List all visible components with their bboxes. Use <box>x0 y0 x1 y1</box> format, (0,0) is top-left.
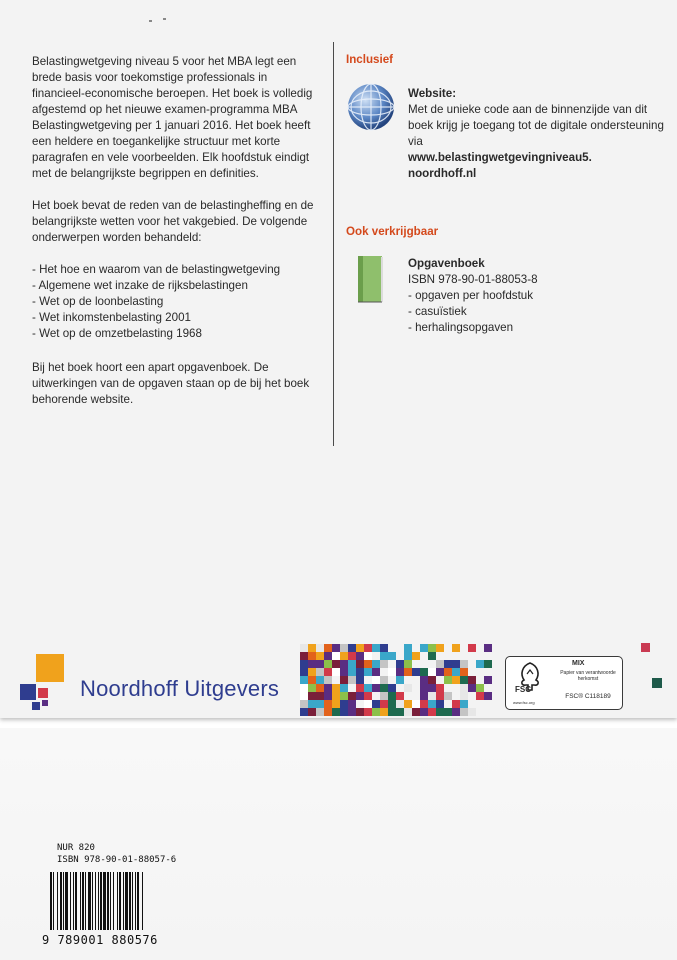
mosaic-tile <box>300 708 308 716</box>
mosaic-tile <box>444 692 452 700</box>
mosaic-tile <box>452 708 460 716</box>
barcode-bar <box>53 872 54 930</box>
barcode-bar <box>80 872 81 930</box>
info-column <box>346 52 666 334</box>
mosaic-tile <box>428 676 436 684</box>
barcode-bar <box>135 872 136 930</box>
topic-item: - Wet inkomstenbelasting 2001 <box>32 311 191 324</box>
mosaic-tile <box>348 644 356 652</box>
mosaic-tile <box>340 660 348 668</box>
mosaic-tile <box>428 668 436 676</box>
mosaic-tile <box>460 684 468 692</box>
book-icon <box>354 254 384 304</box>
mosaic-tile <box>332 684 340 692</box>
mosaic-tile <box>380 660 388 668</box>
mosaic-tile <box>300 676 308 684</box>
mosaic-tile <box>372 700 380 708</box>
mosaic-tile <box>324 708 332 716</box>
mosaic-tile <box>380 652 388 660</box>
mosaic-tile <box>316 676 324 684</box>
barcode-bar <box>50 872 52 930</box>
mosaic-tile <box>332 660 340 668</box>
mosaic-tile <box>380 692 388 700</box>
mosaic-tile <box>404 668 412 676</box>
mosaic-tile <box>324 652 332 660</box>
barcode-bar <box>75 872 77 930</box>
mosaic-tile <box>332 700 340 708</box>
mosaic-tile <box>380 708 388 716</box>
barcode-bar <box>92 872 93 930</box>
mosaic-tile <box>460 660 468 668</box>
barcode-bar <box>88 872 91 930</box>
mosaic-tile <box>372 660 380 668</box>
mosaic-tile <box>364 652 372 660</box>
barcode-bar <box>103 872 106 930</box>
mosaic-tile <box>308 652 316 660</box>
mosaic-tile <box>300 660 308 668</box>
barcode-icon <box>50 872 178 938</box>
print-mark <box>149 18 171 24</box>
mosaic-tile <box>364 684 372 692</box>
mosaic-tile <box>356 708 364 716</box>
mosaic-tile <box>452 644 460 652</box>
decor-square <box>641 643 650 652</box>
mosaic-tile <box>444 668 452 676</box>
mosaic-tile <box>308 700 316 708</box>
mosaic-tile <box>380 644 388 652</box>
mosaic-tile <box>356 676 364 684</box>
topic-item: - Algemene wet inzake de rijksbelastingen <box>32 279 248 292</box>
mosaic-tile <box>364 700 372 708</box>
mosaic-tile <box>364 668 372 676</box>
mosaic-tile <box>476 684 484 692</box>
opgavenboek-item: - casuïstiek <box>408 305 467 318</box>
mosaic-tile <box>300 684 308 692</box>
barcode-bar <box>85 872 86 930</box>
mosaic-tile <box>436 668 444 676</box>
mosaic-tile <box>316 660 324 668</box>
topics-list <box>32 262 322 342</box>
barcode-bar <box>119 872 121 930</box>
topic-item: - Wet op de loonbelasting <box>32 295 164 308</box>
barcode-bar <box>60 872 62 930</box>
opgavenboek-block <box>408 256 658 336</box>
mosaic-tile <box>364 708 372 716</box>
column-divider <box>333 42 334 446</box>
mosaic-tile <box>444 676 452 684</box>
mosaic-tile <box>300 652 308 660</box>
mosaic-tile <box>372 676 380 684</box>
mosaic-tile <box>380 676 388 684</box>
globe-icon <box>346 82 396 132</box>
inclusief-heading: Inclusief <box>346 53 394 66</box>
barcode-bar <box>125 872 128 930</box>
mosaic-tile <box>444 708 452 716</box>
decor-square <box>652 678 662 688</box>
mosaic-tile <box>452 676 460 684</box>
mosaic-tile <box>300 668 308 676</box>
mosaic-tile <box>436 708 444 716</box>
mosaic-tile <box>468 708 476 716</box>
barcode-bar <box>57 872 58 930</box>
mosaic-tile <box>420 708 428 716</box>
barcode-bar <box>65 872 68 930</box>
color-mosaic <box>298 642 494 720</box>
nur-code: NUR 820 <box>57 843 95 853</box>
mosaic-tile <box>324 668 332 676</box>
ean-number: 9 789001 880576 <box>42 933 158 947</box>
barcode-bar <box>129 872 131 930</box>
mosaic-tile <box>436 692 444 700</box>
barcode-bar <box>110 872 111 930</box>
mosaic-tile <box>420 644 428 652</box>
noordhoff-logo-icon <box>18 654 72 712</box>
mosaic-tile <box>316 684 324 692</box>
mosaic-tile <box>452 660 460 668</box>
website-url[interactable] <box>408 150 666 182</box>
topic-item: - Het hoe en waarom van de belastingwetgeving <box>32 263 281 276</box>
mosaic-tile <box>340 700 348 708</box>
barcode-bar <box>137 872 139 930</box>
mosaic-tile <box>396 660 404 668</box>
barcode-bar <box>107 872 109 930</box>
mosaic-tile <box>396 668 404 676</box>
mosaic-tile <box>380 700 388 708</box>
mosaic-tile <box>404 660 412 668</box>
mosaic-tile <box>348 676 356 684</box>
mosaic-tile <box>436 644 444 652</box>
fsc-logo-text: FSC <box>515 685 531 694</box>
mosaic-tile <box>324 684 332 692</box>
mosaic-tile <box>468 644 476 652</box>
opgavenboek-title: Opgavenboek <box>408 257 485 270</box>
mosaic-tile <box>412 652 420 660</box>
mosaic-tile <box>476 660 484 668</box>
mosaic-tile <box>324 660 332 668</box>
mosaic-tile <box>340 708 348 716</box>
mosaic-tile <box>332 652 340 660</box>
mosaic-tile <box>460 708 468 716</box>
fsc-label <box>505 656 623 710</box>
mosaic-tile <box>452 668 460 676</box>
barcode-bar <box>123 872 124 930</box>
mosaic-tile <box>324 700 332 708</box>
barcode-bar <box>117 872 118 930</box>
barcode-bar <box>63 872 64 930</box>
mosaic-tile <box>340 668 348 676</box>
mosaic-tile <box>412 668 420 676</box>
mosaic-tile <box>308 692 316 700</box>
mosaic-tile <box>420 684 428 692</box>
mosaic-tile <box>332 644 340 652</box>
opgavenboek-item: - opgaven per hoofdstuk <box>408 289 534 302</box>
mosaic-tile <box>404 708 412 716</box>
mosaic-tile <box>404 684 412 692</box>
mosaic-tile <box>372 684 380 692</box>
barcode-bar <box>70 872 71 930</box>
mosaic-tile <box>428 652 436 660</box>
mosaic-tile <box>348 660 356 668</box>
mosaic-tile <box>356 652 364 660</box>
website-url-line2[interactable]: noordhoff.nl <box>408 167 477 180</box>
mosaic-tile <box>300 644 308 652</box>
mosaic-tile <box>468 684 476 692</box>
mosaic-tile <box>348 708 356 716</box>
mosaic-tile <box>324 644 332 652</box>
tree-icon <box>512 660 548 700</box>
barcode-bar <box>132 872 133 930</box>
mosaic-tile <box>348 652 356 660</box>
mosaic-tile <box>308 708 316 716</box>
mosaic-tile <box>372 708 380 716</box>
mosaic-tile <box>404 652 412 660</box>
website-block <box>408 86 666 182</box>
mosaic-tile <box>364 644 372 652</box>
mosaic-tile <box>308 668 316 676</box>
mosaic-tile <box>412 700 420 708</box>
fsc-mix: MIX <box>572 660 585 667</box>
mosaic-tile <box>428 684 436 692</box>
mosaic-tile <box>420 700 428 708</box>
mosaic-tile <box>372 644 380 652</box>
mosaic-tile <box>420 692 428 700</box>
mosaic-tile <box>356 660 364 668</box>
mosaic-tile <box>460 692 468 700</box>
mosaic-tile <box>420 668 428 676</box>
topic-item: - Wet op de omzetbelasting 1968 <box>32 327 202 340</box>
description-column <box>32 54 322 408</box>
fsc-text: Papier van verantwoorde herkomst <box>560 670 616 682</box>
mosaic-tile <box>308 676 316 684</box>
mosaic-tile <box>300 692 308 700</box>
barcode-bar <box>113 872 114 930</box>
intro-paragraph: Belastingwetgeving niveau 5 voor het MBA legt een brede basis voor toekomstige professionals in financieel-economische beroepen. Het boek is volledig afgestemd op het nieuwe examen-programma MBA Belastingwetgeving per 1 januari 2016. Het boek heeft een heldere en toegankelijke structuur met korte paragrafen en vele voorbeelden. Elk hoofdstuk eindigt met de belangrijkste begrippen en definities. <box>32 55 313 180</box>
mosaic-tile <box>452 700 460 708</box>
mosaic-tile <box>308 644 316 652</box>
opgavenboek-isbn: ISBN 978-90-01-88053-8 <box>408 273 538 286</box>
mosaic-tile <box>396 692 404 700</box>
mosaic-tile <box>308 660 316 668</box>
mosaic-tile <box>348 700 356 708</box>
mosaic-tile <box>396 700 404 708</box>
mosaic-tile <box>428 700 436 708</box>
mosaic-tile <box>404 700 412 708</box>
mosaic-tile <box>316 692 324 700</box>
mosaic-tile <box>388 668 396 676</box>
mosaic-tile <box>396 676 404 684</box>
barcode-bar <box>82 872 84 930</box>
mosaic-tile <box>428 644 436 652</box>
barcode-bar <box>142 872 143 930</box>
mosaic-tile <box>324 692 332 700</box>
mosaic-tile <box>332 692 340 700</box>
closing-paragraph: Bij het boek hoort een apart opgavenboek. De uitwerkingen van de opgaven staan op de bij het boek behorende website. <box>32 361 310 406</box>
mosaic-tile <box>316 708 324 716</box>
website-url-line1[interactable]: www.belastingwetgevingniveau5. <box>408 151 592 164</box>
publisher-name: Noordhoff Uitgevers <box>80 676 280 701</box>
mosaic-tile <box>356 668 364 676</box>
mosaic-tile <box>436 700 444 708</box>
mosaic-tile <box>356 684 364 692</box>
mosaic-tile <box>340 652 348 660</box>
mosaic-tile <box>436 684 444 692</box>
mosaic-tile <box>420 676 428 684</box>
mosaic-tile <box>396 708 404 716</box>
mosaic-tile <box>316 652 324 660</box>
mosaic-tile <box>300 700 308 708</box>
mosaic-tile <box>324 676 332 684</box>
mosaic-tile <box>460 676 468 684</box>
mosaic-tile <box>364 660 372 668</box>
mosaic-tile <box>340 684 348 692</box>
topics-intro-paragraph: Het boek bevat de reden van de belastingheffing en de belangrijkste wetten voor het vakgebied. De volgende onderwerpen worden behandeld: <box>32 199 314 244</box>
mosaic-tile <box>484 644 492 652</box>
mosaic-tile <box>460 668 468 676</box>
barcode-bar <box>73 872 74 930</box>
isbn-code: ISBN 978-90-01-88057-6 <box>57 855 177 865</box>
mosaic-tile <box>372 668 380 676</box>
sticker-codes <box>57 842 176 866</box>
mosaic-tile <box>388 692 396 700</box>
mosaic-tile <box>348 692 356 700</box>
mosaic-tile <box>476 692 484 700</box>
mosaic-tile <box>388 652 396 660</box>
mosaic-tile <box>484 660 492 668</box>
mosaic-tile <box>388 684 396 692</box>
mosaic-tile <box>332 708 340 716</box>
mosaic-tile <box>436 660 444 668</box>
website-text: Met de unieke code aan de binnenzijde van dit boek krijg je toegang tot de digitale ondersteuning via <box>408 103 664 148</box>
mosaic-tile <box>468 676 476 684</box>
fsc-code: FSC® C118189 <box>565 693 611 700</box>
mosaic-tile <box>380 684 388 692</box>
mosaic-tile <box>484 676 492 684</box>
barcode-bar <box>98 872 99 930</box>
barcode-bar <box>100 872 102 930</box>
mosaic-tile <box>356 644 364 652</box>
mosaic-tile <box>364 692 372 700</box>
ook-verkrijgbaar-heading: Ook verkrijgbaar <box>346 225 439 238</box>
mosaic-tile <box>332 668 340 676</box>
mosaic-tile <box>316 668 324 676</box>
mosaic-tile <box>356 692 364 700</box>
website-title: Website: <box>408 87 457 100</box>
mosaic-tile <box>340 676 348 684</box>
mosaic-tile <box>308 684 316 692</box>
mosaic-tile <box>348 668 356 676</box>
fsc-website: www.fsc.org <box>513 700 535 705</box>
mosaic-tile <box>316 700 324 708</box>
mosaic-tile <box>340 692 348 700</box>
opgavenboek-item: - herhalingsopgaven <box>408 321 514 334</box>
mosaic-tile <box>340 644 348 652</box>
barcode-bar <box>95 872 96 930</box>
mosaic-tile <box>388 700 396 708</box>
mosaic-tile <box>484 692 492 700</box>
mosaic-tile <box>428 708 436 716</box>
mosaic-tile <box>460 700 468 708</box>
mosaic-tile <box>388 708 396 716</box>
mosaic-tile <box>316 644 324 652</box>
mosaic-tile <box>404 644 412 652</box>
mosaic-tile <box>428 692 436 700</box>
mosaic-tile <box>444 660 452 668</box>
mosaic-tile <box>412 708 420 716</box>
